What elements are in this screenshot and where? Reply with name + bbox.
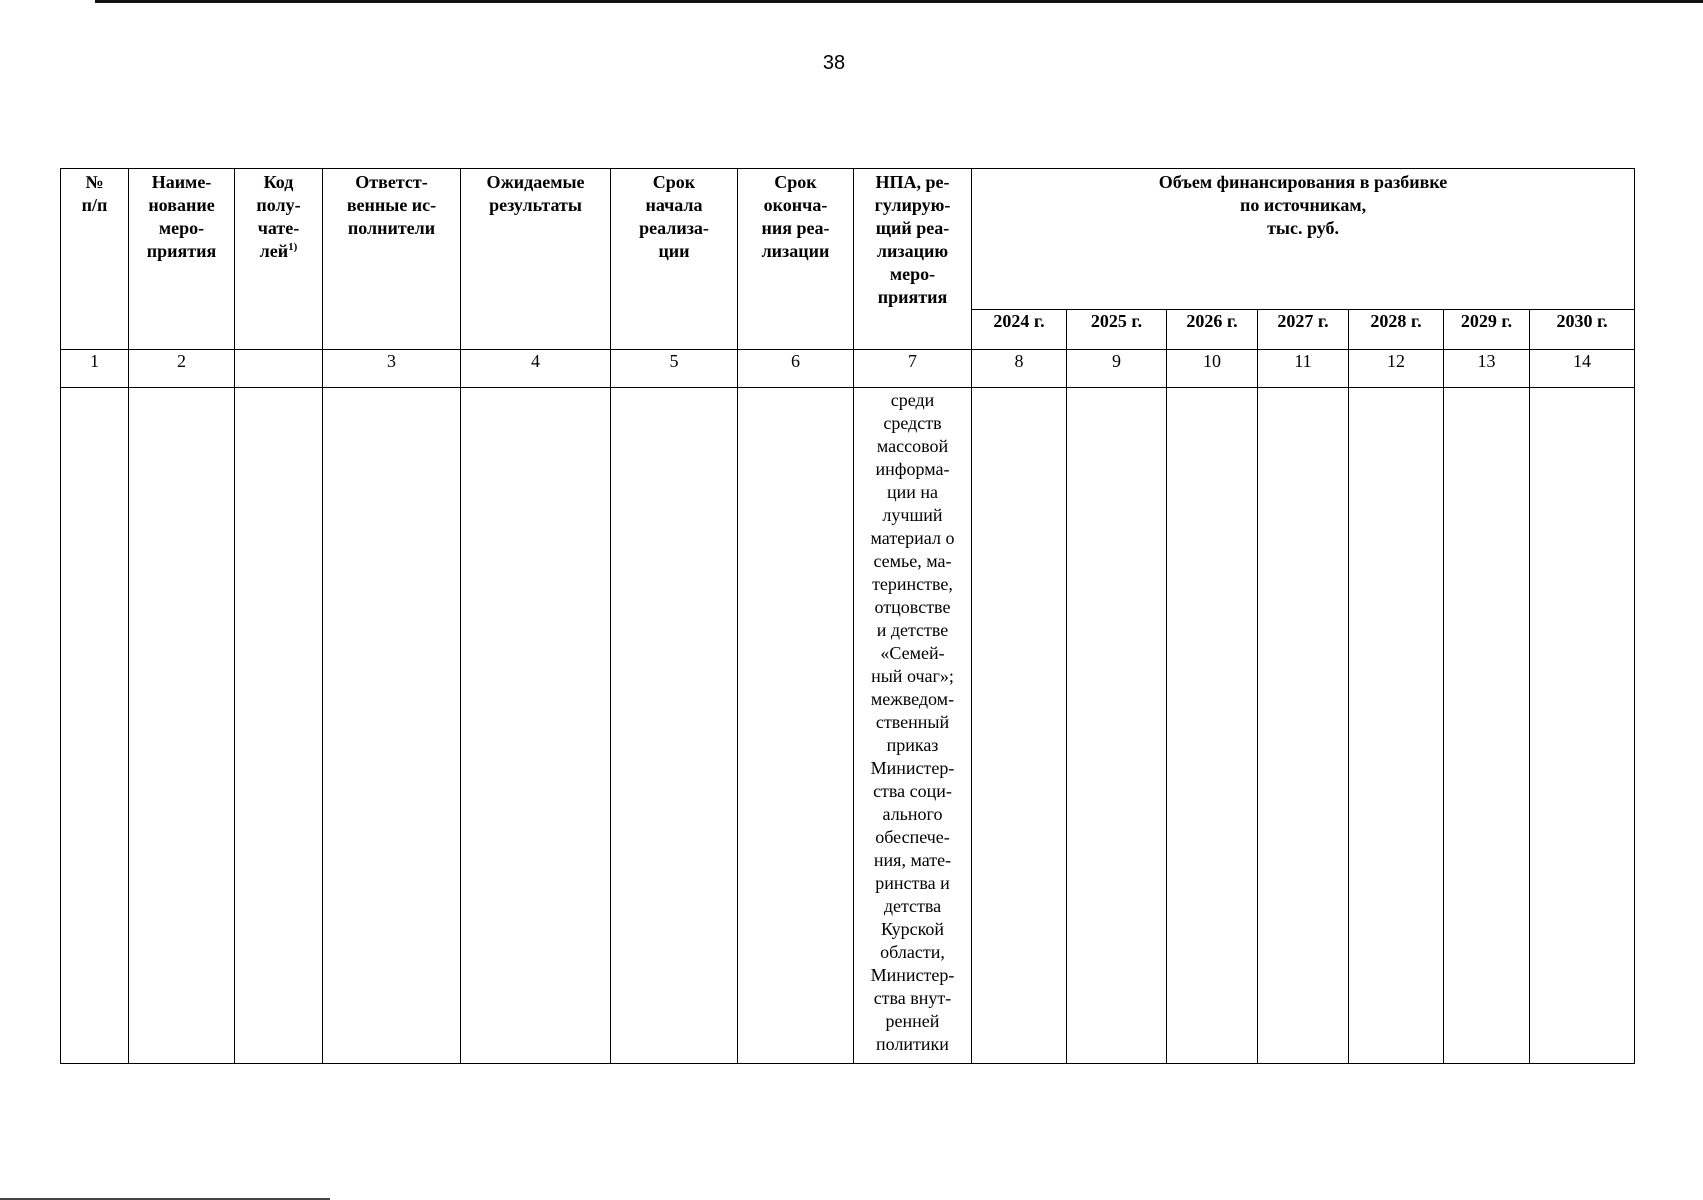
year-2025: 2025 г. — [1067, 310, 1167, 350]
column-number: 8 — [972, 350, 1067, 388]
cell-end — [738, 388, 854, 1064]
column-number: 14 — [1530, 350, 1635, 388]
cell-name — [129, 388, 235, 1064]
cell-2030 — [1530, 388, 1635, 1064]
header-row — [61, 169, 1635, 310]
cell-2026 — [1167, 388, 1258, 1064]
column-number: 13 — [1444, 350, 1530, 388]
header-col-num: № п/п — [61, 169, 129, 350]
cell-responsible — [323, 388, 461, 1064]
column-number: 1 — [61, 350, 129, 388]
column-number: 2 — [129, 350, 235, 388]
cell-num — [61, 388, 129, 1064]
year-2026: 2026 г. — [1167, 310, 1258, 350]
cell-results — [461, 388, 611, 1064]
column-number: 7 — [854, 350, 972, 388]
column-number-row — [61, 350, 1635, 388]
cell-2027 — [1258, 388, 1349, 1064]
table-row — [61, 388, 1635, 1064]
cell-npa: среди средств массовой информа- ции на лучший материал о семье, ма- теринстве, отцовстве и детстве «Семей- ный очаг»; межведом- ственный приказ Министер- ства соци- ального обеспече- ния, мате- ринства и детства Курской области, Министер- ства внут- ренней политики — [854, 388, 972, 1064]
cell-2024 — [972, 388, 1067, 1064]
year-2030: 2030 г. — [1530, 310, 1635, 350]
column-number: 10 — [1167, 350, 1258, 388]
cell-2028 — [1349, 388, 1444, 1064]
column-number — [235, 350, 323, 388]
footnote-marker: 1) — [288, 241, 298, 253]
header-col-financing: Объем финансирования в разбивке по источникам, тыс. руб. — [972, 169, 1635, 310]
header-col-npa: НПА, ре- гулирую- щий реа- лизацию меро- приятия — [854, 169, 972, 350]
header-col-start: Срок начала реализа- ции — [611, 169, 738, 350]
cell-2025 — [1067, 388, 1167, 1064]
column-number: 5 — [611, 350, 738, 388]
page-number: 38 — [822, 52, 846, 74]
cell-2029 — [1444, 388, 1530, 1064]
year-2027: 2027 г. — [1258, 310, 1349, 350]
year-2024: 2024 г. — [972, 310, 1067, 350]
scan-edge-top — [95, 0, 1703, 3]
header-col-results: Ожидаемые результаты — [461, 169, 611, 350]
header-col-end: Срок оконча- ния реа- лизации — [738, 169, 854, 350]
year-2028: 2028 г. — [1349, 310, 1444, 350]
column-number: 12 — [1349, 350, 1444, 388]
header-col-name: Наиме- нование меро- приятия — [129, 169, 235, 350]
column-number: 3 — [323, 350, 461, 388]
financing-table — [60, 168, 1635, 1064]
header-col-responsible: Ответст- венные ис- полнители — [323, 169, 461, 350]
column-number: 6 — [738, 350, 854, 388]
year-2029: 2029 г. — [1444, 310, 1530, 350]
cell-start — [611, 388, 738, 1064]
cell-code — [235, 388, 323, 1064]
header-col-code: Код полу- чате- лей$^{1)}$ — [235, 169, 323, 350]
column-number: 4 — [461, 350, 611, 388]
column-number: 11 — [1258, 350, 1349, 388]
column-number: 9 — [1067, 350, 1167, 388]
